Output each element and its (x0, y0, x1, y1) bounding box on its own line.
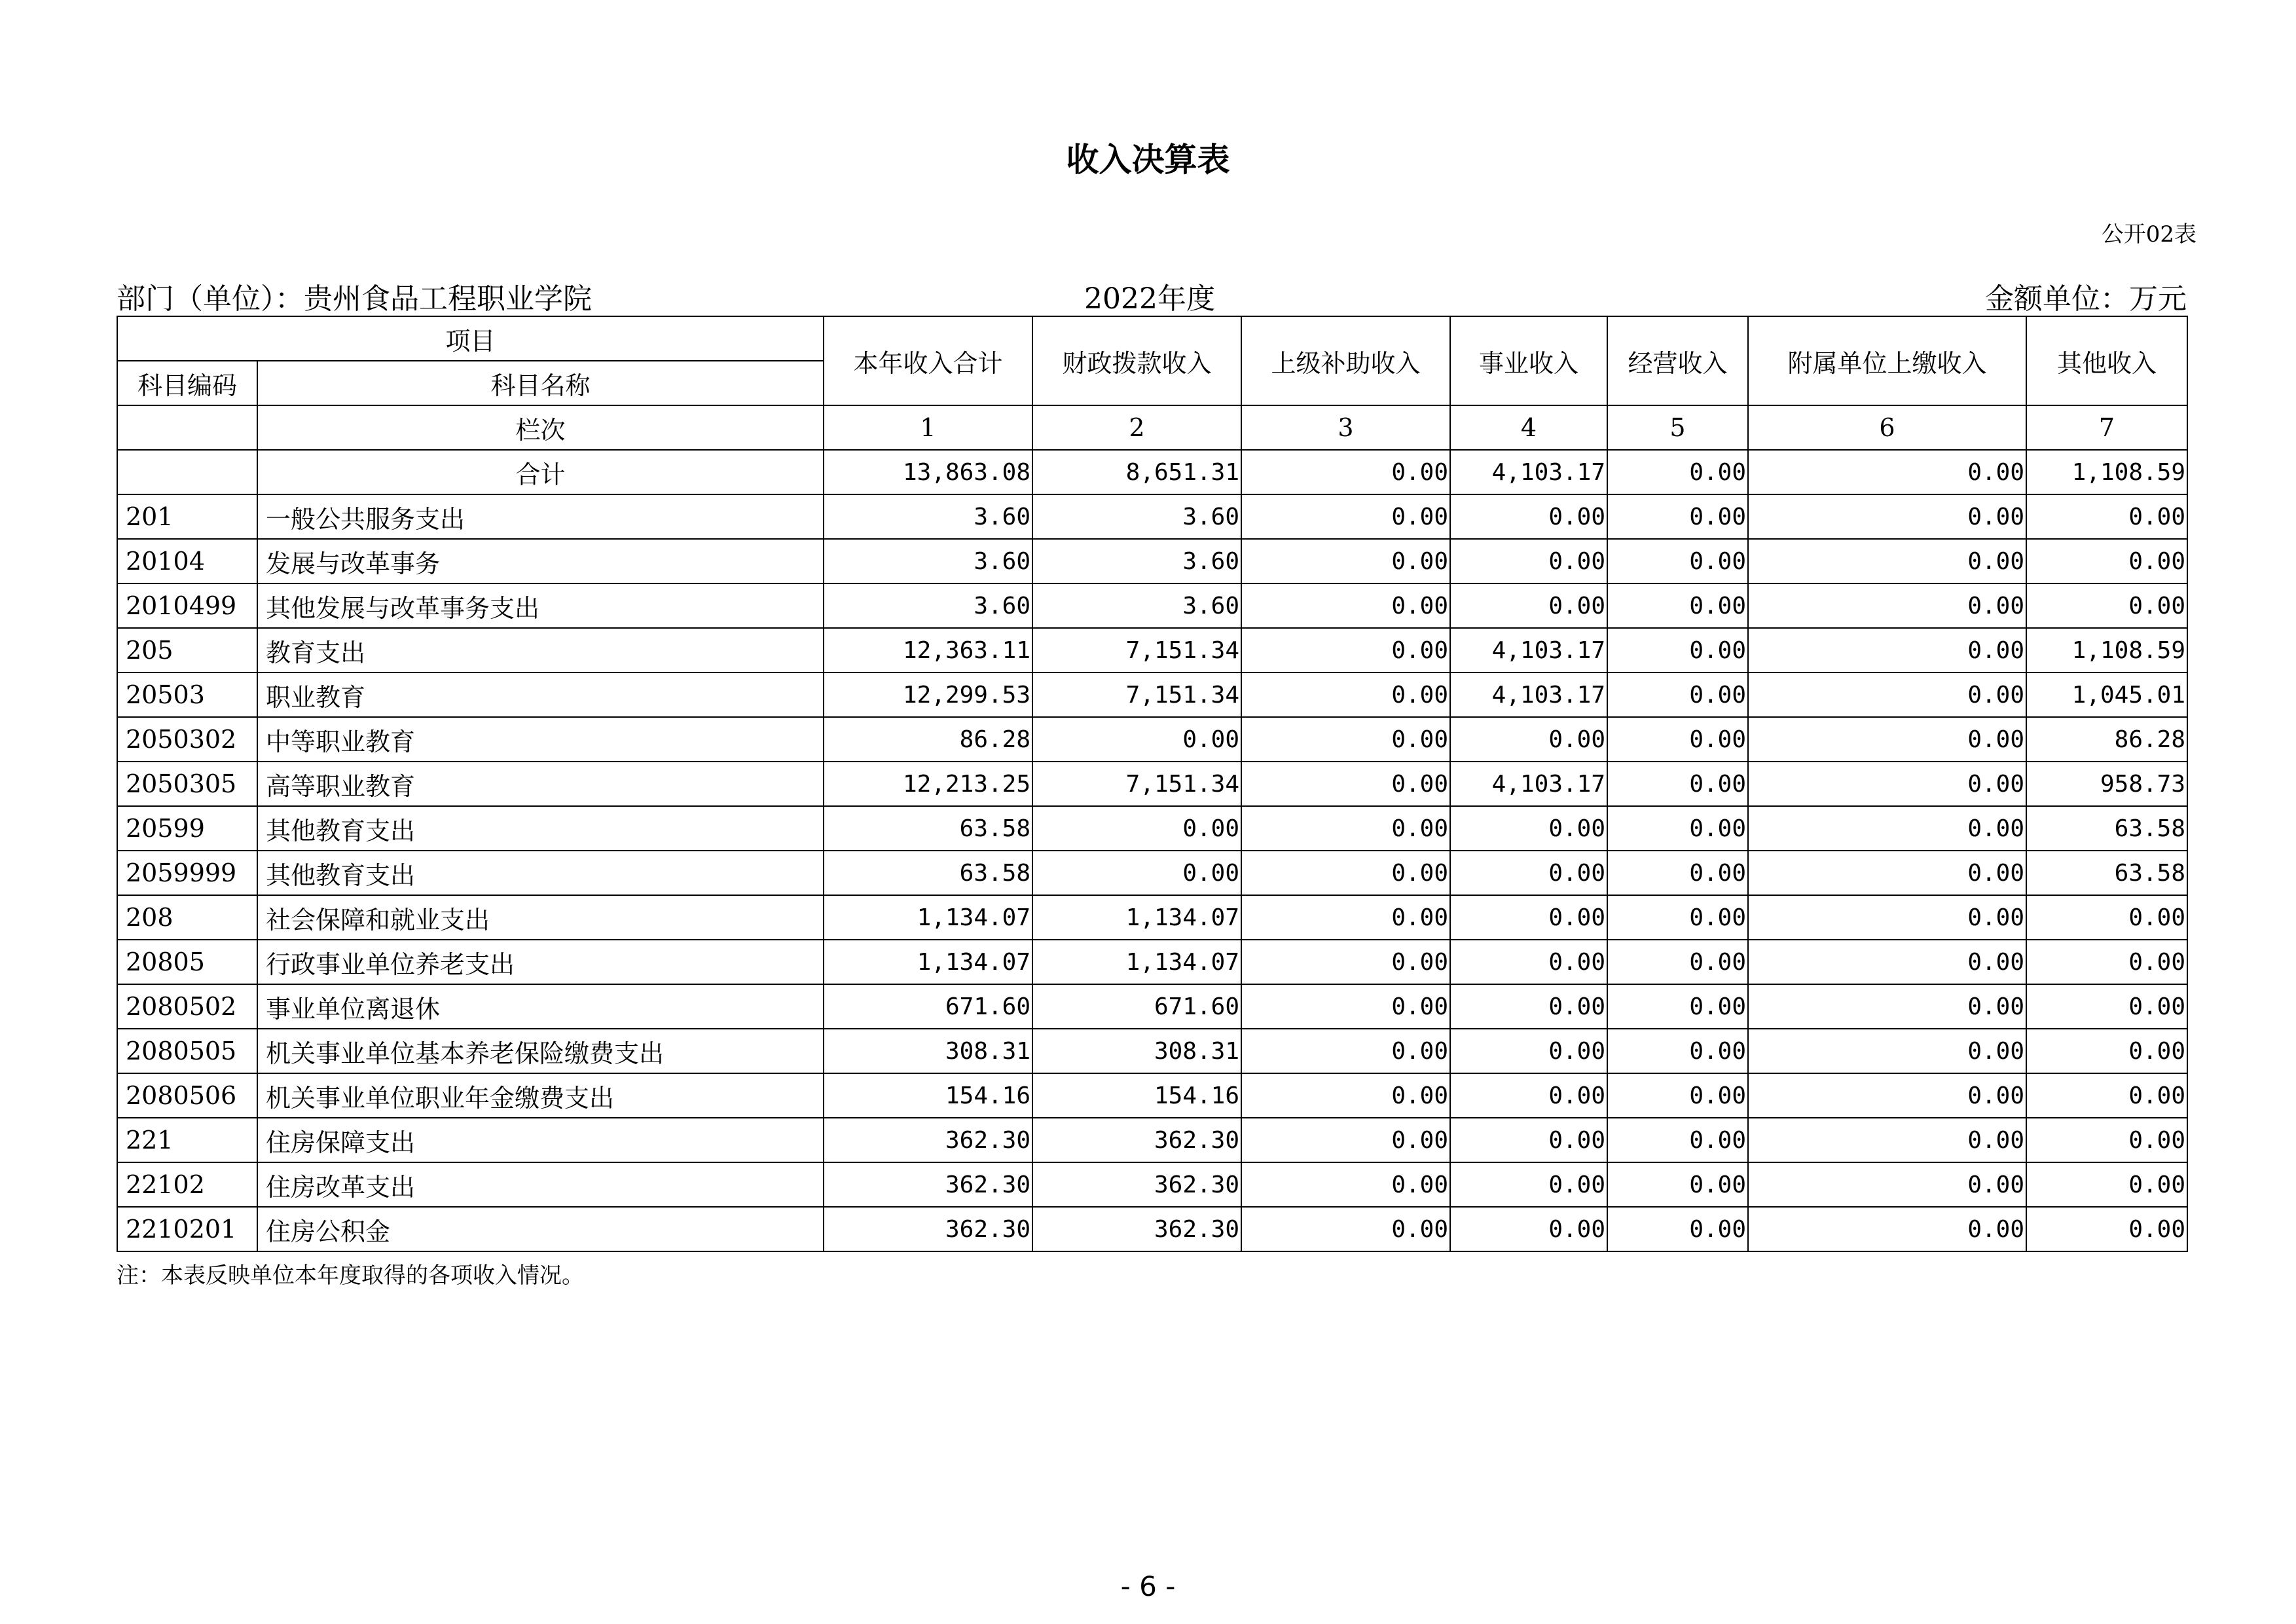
amount-cell: 0.00 (1607, 806, 1748, 851)
amount-cell: 0.00 (1748, 583, 2026, 628)
subject-code: 201 (117, 494, 257, 539)
header-col-4: 事业收入 (1450, 316, 1607, 405)
amount-cell: 0.00 (2026, 1073, 2187, 1118)
table-row (117, 539, 2187, 583)
amount-cell: 362.30 (1032, 1162, 1241, 1207)
amount-cell: 0.00 (2026, 1029, 2187, 1073)
subject-name: 事业单位离退休 (257, 984, 824, 1029)
amount-cell: 86.28 (2026, 717, 2187, 762)
amount-cell: 0.00 (1241, 806, 1450, 851)
amount-cell: 0.00 (1748, 539, 2026, 583)
fiscal-year: 2022年度 (1084, 282, 1215, 316)
column-index-cell: 3 (1241, 405, 1450, 450)
subject-name: 行政事业单位养老支出 (257, 940, 824, 984)
amount-cell: 0.00 (1607, 717, 1748, 762)
amount-cell: 3.60 (824, 539, 1032, 583)
amount-cell: 0.00 (1607, 895, 1748, 940)
amount-cell: 0.00 (1450, 940, 1607, 984)
subject-code: 20503 (117, 673, 257, 717)
amount-cell: 0.00 (1241, 673, 1450, 717)
amount-cell: 0.00 (1748, 851, 2026, 895)
amount-cell: 0.00 (1607, 762, 1748, 806)
amount-cell: 3.60 (1032, 583, 1241, 628)
amount-cell: 0.00 (1607, 583, 1748, 628)
amount-cell: 0.00 (1241, 1073, 1450, 1118)
amount-cell: 0.00 (1748, 628, 2026, 673)
amount-cell: 0.00 (1241, 1118, 1450, 1162)
column-index-label: 栏次 (257, 405, 824, 450)
income-table (117, 316, 2188, 1252)
amount-cell: 958.73 (2026, 762, 2187, 806)
table-row (117, 940, 2187, 984)
header-row-1 (117, 316, 2187, 361)
amount-cell: 1,134.07 (824, 940, 1032, 984)
amount-cell: 0.00 (1748, 984, 2026, 1029)
total-value: 13,863.08 (824, 450, 1032, 494)
total-blank (117, 450, 257, 494)
amount-cell: 0.00 (1241, 539, 1450, 583)
amount-cell: 0.00 (2026, 494, 2187, 539)
table-row (117, 1207, 2187, 1251)
subject-name: 机关事业单位基本养老保险缴费支出 (257, 1029, 824, 1073)
amount-cell: 0.00 (1450, 494, 1607, 539)
amount-cell: 308.31 (1032, 1029, 1241, 1073)
subject-name: 教育支出 (257, 628, 824, 673)
amount-cell: 0.00 (1450, 1118, 1607, 1162)
amount-cell: 0.00 (1748, 806, 2026, 851)
amount-cell: 0.00 (1607, 1118, 1748, 1162)
amount-cell: 0.00 (1241, 628, 1450, 673)
amount-cell: 1,134.07 (1032, 895, 1241, 940)
page-title: 收入决算表 (1066, 141, 1230, 179)
amount-cell: 1,045.01 (2026, 673, 2187, 717)
table-row (117, 494, 2187, 539)
amount-cell: 12,299.53 (824, 673, 1032, 717)
amount-cell: 0.00 (1450, 984, 1607, 1029)
amount-cell: 1,108.59 (2026, 628, 2187, 673)
subject-name: 机关事业单位职业年金缴费支出 (257, 1073, 824, 1118)
amount-cell: 0.00 (1450, 583, 1607, 628)
amount-cell: 0.00 (1450, 851, 1607, 895)
amount-cell: 362.30 (824, 1118, 1032, 1162)
amount-cell: 0.00 (1241, 940, 1450, 984)
table-note: 注：本表反映单位本年度取得的各项收入情况。 (117, 1263, 584, 1289)
table-row (117, 717, 2187, 762)
amount-cell: 0.00 (2026, 1207, 2187, 1251)
table-row (117, 673, 2187, 717)
subject-name: 其他发展与改革事务支出 (257, 583, 824, 628)
table-row (117, 1029, 2187, 1073)
table-row (117, 1073, 2187, 1118)
subject-name: 发展与改革事务 (257, 539, 824, 583)
amount-cell: 1,134.07 (824, 895, 1032, 940)
header-name: 科目名称 (257, 361, 824, 405)
amount-cell: 0.00 (1748, 717, 2026, 762)
amount-cell: 0.00 (1607, 1073, 1748, 1118)
amount-cell: 362.30 (824, 1207, 1032, 1251)
amount-cell: 7,151.34 (1032, 628, 1241, 673)
amount-cell: 0.00 (1748, 1029, 2026, 1073)
total-row (117, 450, 2187, 494)
amount-cell: 0.00 (1450, 806, 1607, 851)
header-item: 项目 (117, 316, 824, 361)
amount-cell: 0.00 (1748, 494, 2026, 539)
table-row (117, 895, 2187, 940)
amount-cell: 362.30 (824, 1162, 1032, 1207)
amount-cell: 0.00 (1241, 984, 1450, 1029)
table-row (117, 806, 2187, 851)
subject-name: 住房改革支出 (257, 1162, 824, 1207)
subject-code: 22102 (117, 1162, 257, 1207)
amount-cell: 0.00 (1748, 1118, 2026, 1162)
subject-name: 其他教育支出 (257, 806, 824, 851)
amount-cell: 0.00 (1607, 851, 1748, 895)
subject-name: 职业教育 (257, 673, 824, 717)
header-col-3: 上级补助收入 (1241, 316, 1450, 405)
amount-cell: 154.16 (1032, 1073, 1241, 1118)
report-meta (117, 275, 2187, 316)
total-value: 1,108.59 (2026, 450, 2187, 494)
table-row (117, 628, 2187, 673)
amount-cell: 0.00 (1241, 717, 1450, 762)
total-value: 0.00 (1607, 450, 1748, 494)
amount-cell: 63.58 (2026, 806, 2187, 851)
amount-cell: 12,213.25 (824, 762, 1032, 806)
table-row (117, 984, 2187, 1029)
amount-cell: 362.30 (1032, 1207, 1241, 1251)
amount-cell: 7,151.34 (1032, 673, 1241, 717)
total-label: 合计 (257, 450, 824, 494)
subject-code: 2080506 (117, 1073, 257, 1118)
subject-code: 2080505 (117, 1029, 257, 1073)
amount-cell: 63.58 (824, 806, 1032, 851)
header-code: 科目编码 (117, 361, 257, 405)
amount-cell: 3.60 (1032, 494, 1241, 539)
amount-cell: 0.00 (2026, 583, 2187, 628)
page-number: - 6 - (1120, 1570, 1176, 1602)
subject-code: 20599 (117, 806, 257, 851)
subject-code: 20104 (117, 539, 257, 583)
table-row (117, 583, 2187, 628)
subject-code: 2210201 (117, 1207, 257, 1251)
amount-cell: 0.00 (1241, 895, 1450, 940)
column-index-cell: 4 (1450, 405, 1607, 450)
amount-cell: 0.00 (1241, 1162, 1450, 1207)
header-col-6: 附属单位上缴收入 (1748, 316, 2026, 405)
total-value: 4,103.17 (1450, 450, 1607, 494)
total-value: 0.00 (1748, 450, 2026, 494)
subject-name: 其他教育支出 (257, 851, 824, 895)
amount-cell: 0.00 (1607, 940, 1748, 984)
amount-cell: 154.16 (824, 1073, 1032, 1118)
column-index-blank (117, 405, 257, 450)
table-row (117, 1118, 2187, 1162)
amount-cell: 308.31 (824, 1029, 1032, 1073)
table-row (117, 762, 2187, 806)
amount-cell: 12,363.11 (824, 628, 1032, 673)
table-row (117, 1162, 2187, 1207)
subject-code: 20805 (117, 940, 257, 984)
amount-cell: 0.00 (1241, 1207, 1450, 1251)
amount-cell: 0.00 (2026, 1118, 2187, 1162)
amount-cell: 0.00 (1450, 1162, 1607, 1207)
amount-cell: 0.00 (1032, 717, 1241, 762)
amount-cell: 362.30 (1032, 1118, 1241, 1162)
amount-cell: 0.00 (2026, 1162, 2187, 1207)
amount-cell: 0.00 (1450, 539, 1607, 583)
amount-cell: 0.00 (1748, 940, 2026, 984)
subject-name: 住房公积金 (257, 1207, 824, 1251)
total-value: 8,651.31 (1032, 450, 1241, 494)
amount-cell: 0.00 (1450, 895, 1607, 940)
amount-cell: 0.00 (1607, 1029, 1748, 1073)
subject-code: 208 (117, 895, 257, 940)
column-index-row (117, 405, 2187, 450)
subject-code: 2010499 (117, 583, 257, 628)
amount-cell: 0.00 (1241, 583, 1450, 628)
amount-cell: 63.58 (2026, 851, 2187, 895)
amount-cell: 0.00 (1607, 539, 1748, 583)
amount-cell: 0.00 (1607, 673, 1748, 717)
amount-cell: 0.00 (1607, 1207, 1748, 1251)
amount-cell: 3.60 (824, 583, 1032, 628)
column-index-cell: 5 (1607, 405, 1748, 450)
amount-cell: 7,151.34 (1032, 762, 1241, 806)
amount-cell: 0.00 (1032, 851, 1241, 895)
amount-cell: 0.00 (1748, 673, 2026, 717)
table-row (117, 851, 2187, 895)
amount-cell: 0.00 (2026, 539, 2187, 583)
subject-name: 住房保障支出 (257, 1118, 824, 1162)
department-label: 部门（单位）：贵州食品工程职业学院 (117, 282, 592, 316)
subject-code: 2050302 (117, 717, 257, 762)
amount-cell: 0.00 (1607, 628, 1748, 673)
amount-cell: 0.00 (1241, 851, 1450, 895)
header-col-2: 财政拨款收入 (1032, 316, 1241, 405)
amount-cell: 671.60 (824, 984, 1032, 1029)
amount-cell: 0.00 (1607, 984, 1748, 1029)
amount-cell: 0.00 (1241, 494, 1450, 539)
subject-name: 中等职业教育 (257, 717, 824, 762)
amount-cell: 0.00 (2026, 940, 2187, 984)
amount-cell: 0.00 (1032, 806, 1241, 851)
amount-cell: 3.60 (824, 494, 1032, 539)
amount-cell: 0.00 (1450, 1029, 1607, 1073)
amount-cell: 63.58 (824, 851, 1032, 895)
form-number: 公开02表 (2101, 221, 2196, 248)
header-col-1: 本年收入合计 (824, 316, 1032, 405)
subject-code: 2050305 (117, 762, 257, 806)
column-index-cell: 2 (1032, 405, 1241, 450)
amount-unit: 金额单位：万元 (1985, 282, 2187, 316)
amount-cell: 0.00 (1241, 1029, 1450, 1073)
total-value: 0.00 (1241, 450, 1450, 494)
amount-cell: 0.00 (2026, 984, 2187, 1029)
amount-cell: 0.00 (1748, 895, 2026, 940)
column-index-cell: 7 (2026, 405, 2187, 450)
amount-cell: 0.00 (2026, 895, 2187, 940)
amount-cell: 0.00 (1748, 1207, 2026, 1251)
amount-cell: 86.28 (824, 717, 1032, 762)
amount-cell: 4,103.17 (1450, 673, 1607, 717)
amount-cell: 0.00 (1450, 1073, 1607, 1118)
amount-cell: 4,103.17 (1450, 628, 1607, 673)
amount-cell: 0.00 (1450, 717, 1607, 762)
amount-cell: 0.00 (1748, 762, 2026, 806)
subject-name: 社会保障和就业支出 (257, 895, 824, 940)
column-index-cell: 6 (1748, 405, 2026, 450)
subject-name: 高等职业教育 (257, 762, 824, 806)
subject-code: 2059999 (117, 851, 257, 895)
amount-cell: 0.00 (1241, 762, 1450, 806)
subject-name: 一般公共服务支出 (257, 494, 824, 539)
amount-cell: 1,134.07 (1032, 940, 1241, 984)
subject-code: 221 (117, 1118, 257, 1162)
amount-cell: 0.00 (1450, 1207, 1607, 1251)
amount-cell: 0.00 (1607, 1162, 1748, 1207)
amount-cell: 0.00 (1748, 1162, 2026, 1207)
amount-cell: 0.00 (1607, 494, 1748, 539)
subject-code: 205 (117, 628, 257, 673)
column-index-cell: 1 (824, 405, 1032, 450)
header-col-7: 其他收入 (2026, 316, 2187, 405)
amount-cell: 0.00 (1748, 1073, 2026, 1118)
amount-cell: 671.60 (1032, 984, 1241, 1029)
amount-cell: 3.60 (1032, 539, 1241, 583)
amount-cell: 4,103.17 (1450, 762, 1607, 806)
header-col-5: 经营收入 (1607, 316, 1748, 405)
subject-code: 2080502 (117, 984, 257, 1029)
